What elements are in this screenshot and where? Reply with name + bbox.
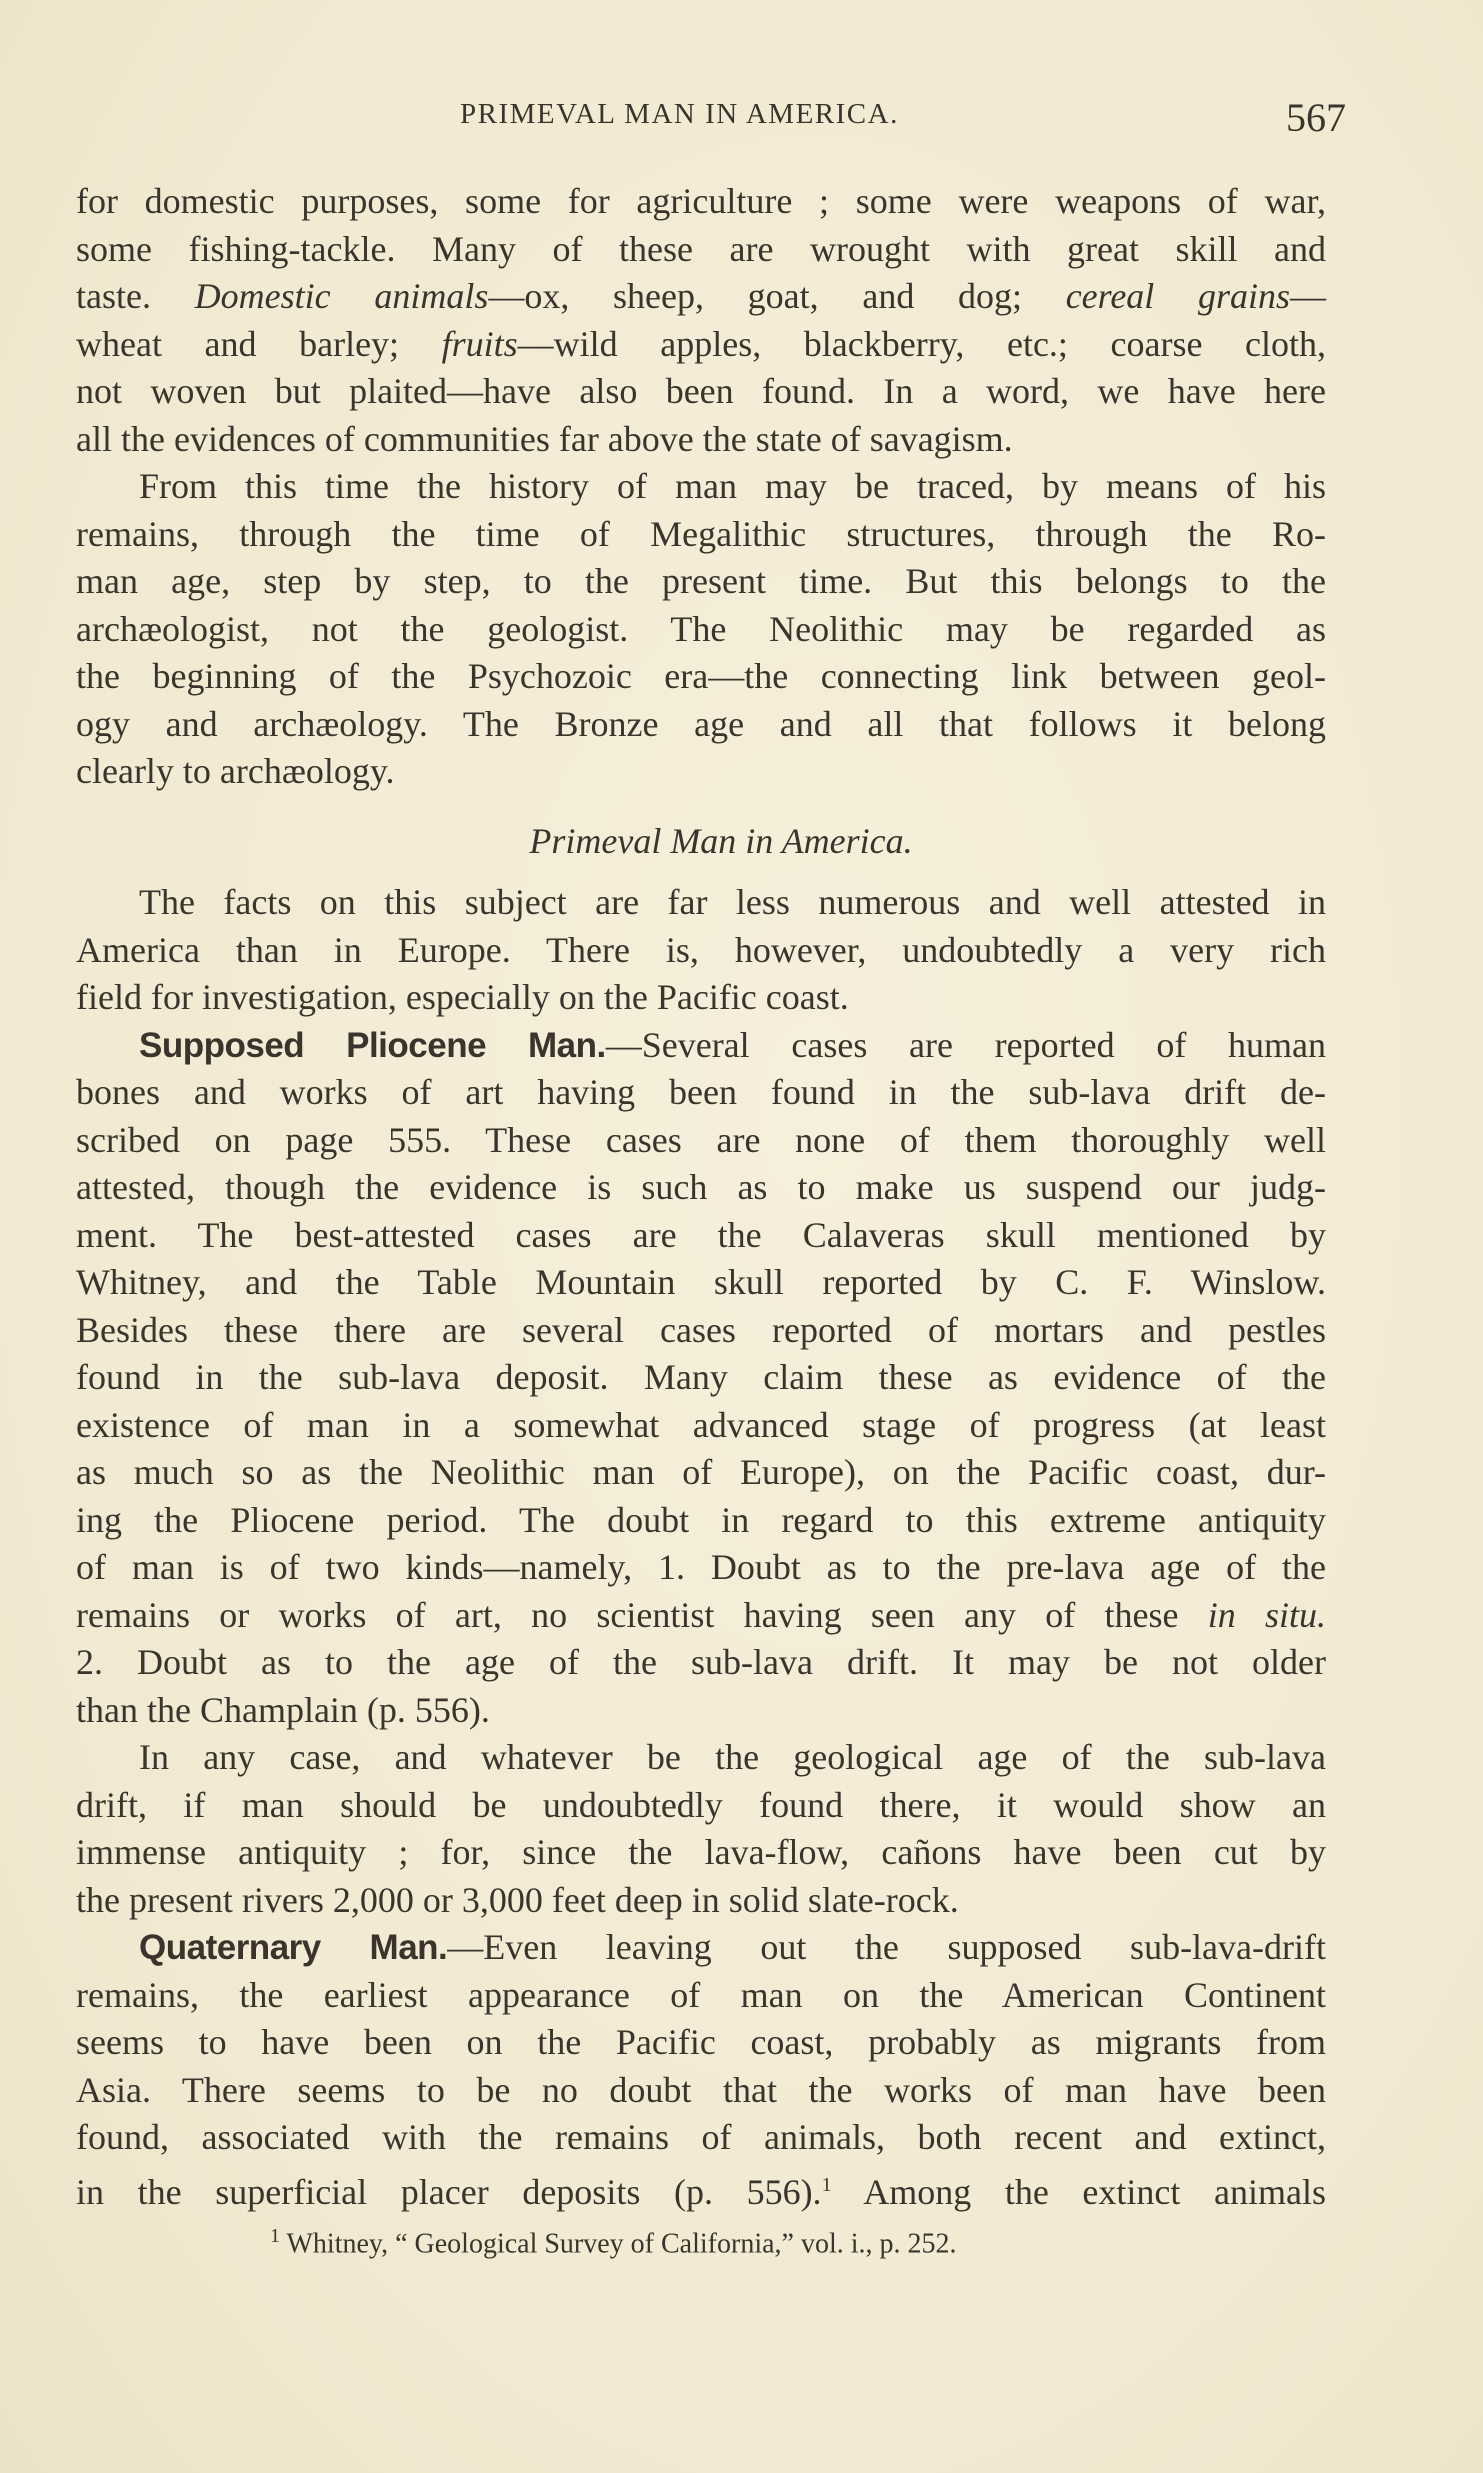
text-line	[76, 2162, 1326, 2210]
text-line: of man is of two kinds—namely, 1. Doubt as to the pre-lava age of the	[76, 1547, 1326, 1587]
italic-term: fruits	[441, 323, 518, 364]
text-line: attested, though the evidence is such as to make us suspend our judg-	[76, 1167, 1326, 1207]
text-run: —Several cases are reported of human	[605, 1024, 1326, 1065]
text-line: Whitney, and the Table Mountain skull reported by C. F. Winslow.	[76, 1262, 1326, 1302]
text-line: 2. Doubt as to the age of the sub-lava drift. It may be not older	[76, 1642, 1326, 1682]
footnote-reference: 1	[821, 2173, 832, 2196]
run-in-heading: Supposed Pliocene Man.	[139, 1025, 606, 1065]
italic-term: Domestic animals	[194, 276, 489, 316]
text-run: —wild apples, blackberry, etc.; coarse cloth,	[517, 323, 1326, 364]
section-heading: Primeval Man in America.	[529, 820, 913, 861]
text-line: existence of man in a somewhat advanced stage of progress (at least	[76, 1404, 1326, 1445]
text-run: Among the extinct animals	[831, 2171, 1326, 2212]
text-line: immense antiquity ; for, since the lava-flow, cañons have been cut by	[76, 1832, 1326, 1872]
text-line: clearly to archæology.	[76, 751, 395, 791]
footnote-text: Whitney, “ Geological Survey of California,” vol. i., p. 252.	[280, 2228, 957, 2260]
text-line: all the evidences of communities far above the state of savagism.	[76, 418, 1013, 459]
text-line	[76, 1022, 1326, 1070]
text-line: The facts on this subject are far less numerous and well attested in	[139, 882, 1326, 922]
paragraph	[76, 879, 1326, 1022]
running-head	[0, 95, 1483, 140]
page-number: 567	[1286, 95, 1346, 140]
text-line: ogy and archæology. The Bronze age and all that follows it belong	[76, 703, 1326, 744]
text-line	[76, 1924, 1326, 1972]
paragraph	[76, 463, 1326, 796]
text-line: archæologist, not the geologist. The Neolithic may be regarded as	[76, 608, 1326, 649]
text-line: man age, step by step, to the present time. But this belongs to the	[76, 561, 1326, 601]
text-line: the present rivers 2,000 or 3,000 feet deep in solid slate-rock.	[76, 1879, 959, 1920]
text-run: —Even leaving out the supposed sub-lava-drift	[447, 1927, 1326, 1967]
text-line	[76, 1592, 1326, 1640]
text-line: remains, the earliest appearance of man on the American Continent	[76, 1974, 1326, 2015]
text-run: —	[1290, 276, 1327, 316]
paragraph-continuation	[76, 178, 1326, 463]
text-line: ing the Pliocene period. The doubt in regard to this extreme antiquity	[76, 1499, 1326, 1540]
text-line: as much so as the Neolithic man of Europe), on the Pacific coast, dur-	[76, 1452, 1326, 1492]
text-line: ment. The best-attested cases are the Calaveras skull mentioned by	[76, 1214, 1326, 1255]
footnote	[270, 2219, 957, 2261]
text-line: scribed on page 555. These cases are none of them thoroughly well	[76, 1119, 1326, 1160]
italic-term: cereal grains	[1065, 276, 1291, 316]
run-in-heading: Quaternary Man.	[139, 1928, 448, 1967]
text-line: seems to have been on the Pacific coast, probably as migrants from	[76, 2022, 1326, 2062]
text-line: found, associated with the remains of animals, both recent and extinct,	[76, 2117, 1326, 2157]
text-line: not woven but plaited—have also been found. In a word, we have here	[76, 371, 1326, 411]
text-line: America than in Europe. There is, however, undoubtedly a very rich	[76, 929, 1326, 970]
footnote-marker: 1	[270, 2225, 280, 2247]
text-run: taste.	[76, 276, 151, 316]
text-line: some fishing-tackle. Many of these are wrought with great skill and	[76, 228, 1326, 269]
text-run: in the superficial placer deposits (p. 556).	[76, 2171, 822, 2212]
text-line: the beginning of the Psychozoic era—the connecting link between geol-	[76, 656, 1326, 696]
text-line: drift, if man should be undoubtedly found there, it would show an	[76, 1784, 1326, 1825]
paragraph	[76, 1924, 1326, 2212]
text-line: Asia. There seems to be no doubt that the works of man have been	[76, 2069, 1326, 2110]
running-title: PRIMEVAL MAN IN AMERICA.	[460, 98, 899, 130]
text-run: —ox, sheep, goat, and dog;	[488, 276, 1022, 316]
text-line: for domestic purposes, some for agriculture ; some were weapons of war,	[76, 181, 1326, 221]
text-line: found in the sub-lava deposit. Many claim these as evidence of the	[76, 1357, 1326, 1397]
body-text	[76, 178, 1327, 2212]
text-line	[76, 273, 1326, 321]
text-run: remains or works of art, no scientist having seen any of these	[76, 1594, 1179, 1635]
text-line: In any case, and whatever be the geological age of the sub-lava	[139, 1737, 1326, 1777]
text-line	[76, 321, 1326, 369]
italic-term: in situ.	[1207, 1594, 1326, 1635]
text-line: Besides these there are several cases reported of mortars and pestles	[76, 1309, 1326, 1350]
text-line: bones and works of art having been found in the sub-lava drift de-	[76, 1072, 1326, 1112]
text-line: From this time the history of man may be traced, by means of his	[139, 466, 1326, 506]
paragraph	[76, 1734, 1326, 1924]
text-line: than the Champlain (p. 556).	[76, 1689, 490, 1730]
paragraph	[76, 1022, 1326, 1735]
text-line: remains, through the time of Megalithic structures, through the Ro-	[76, 513, 1326, 554]
text-line: field for investigation, especially on the Pacific coast.	[76, 977, 849, 1017]
text-run: wheat and barley;	[76, 323, 400, 364]
